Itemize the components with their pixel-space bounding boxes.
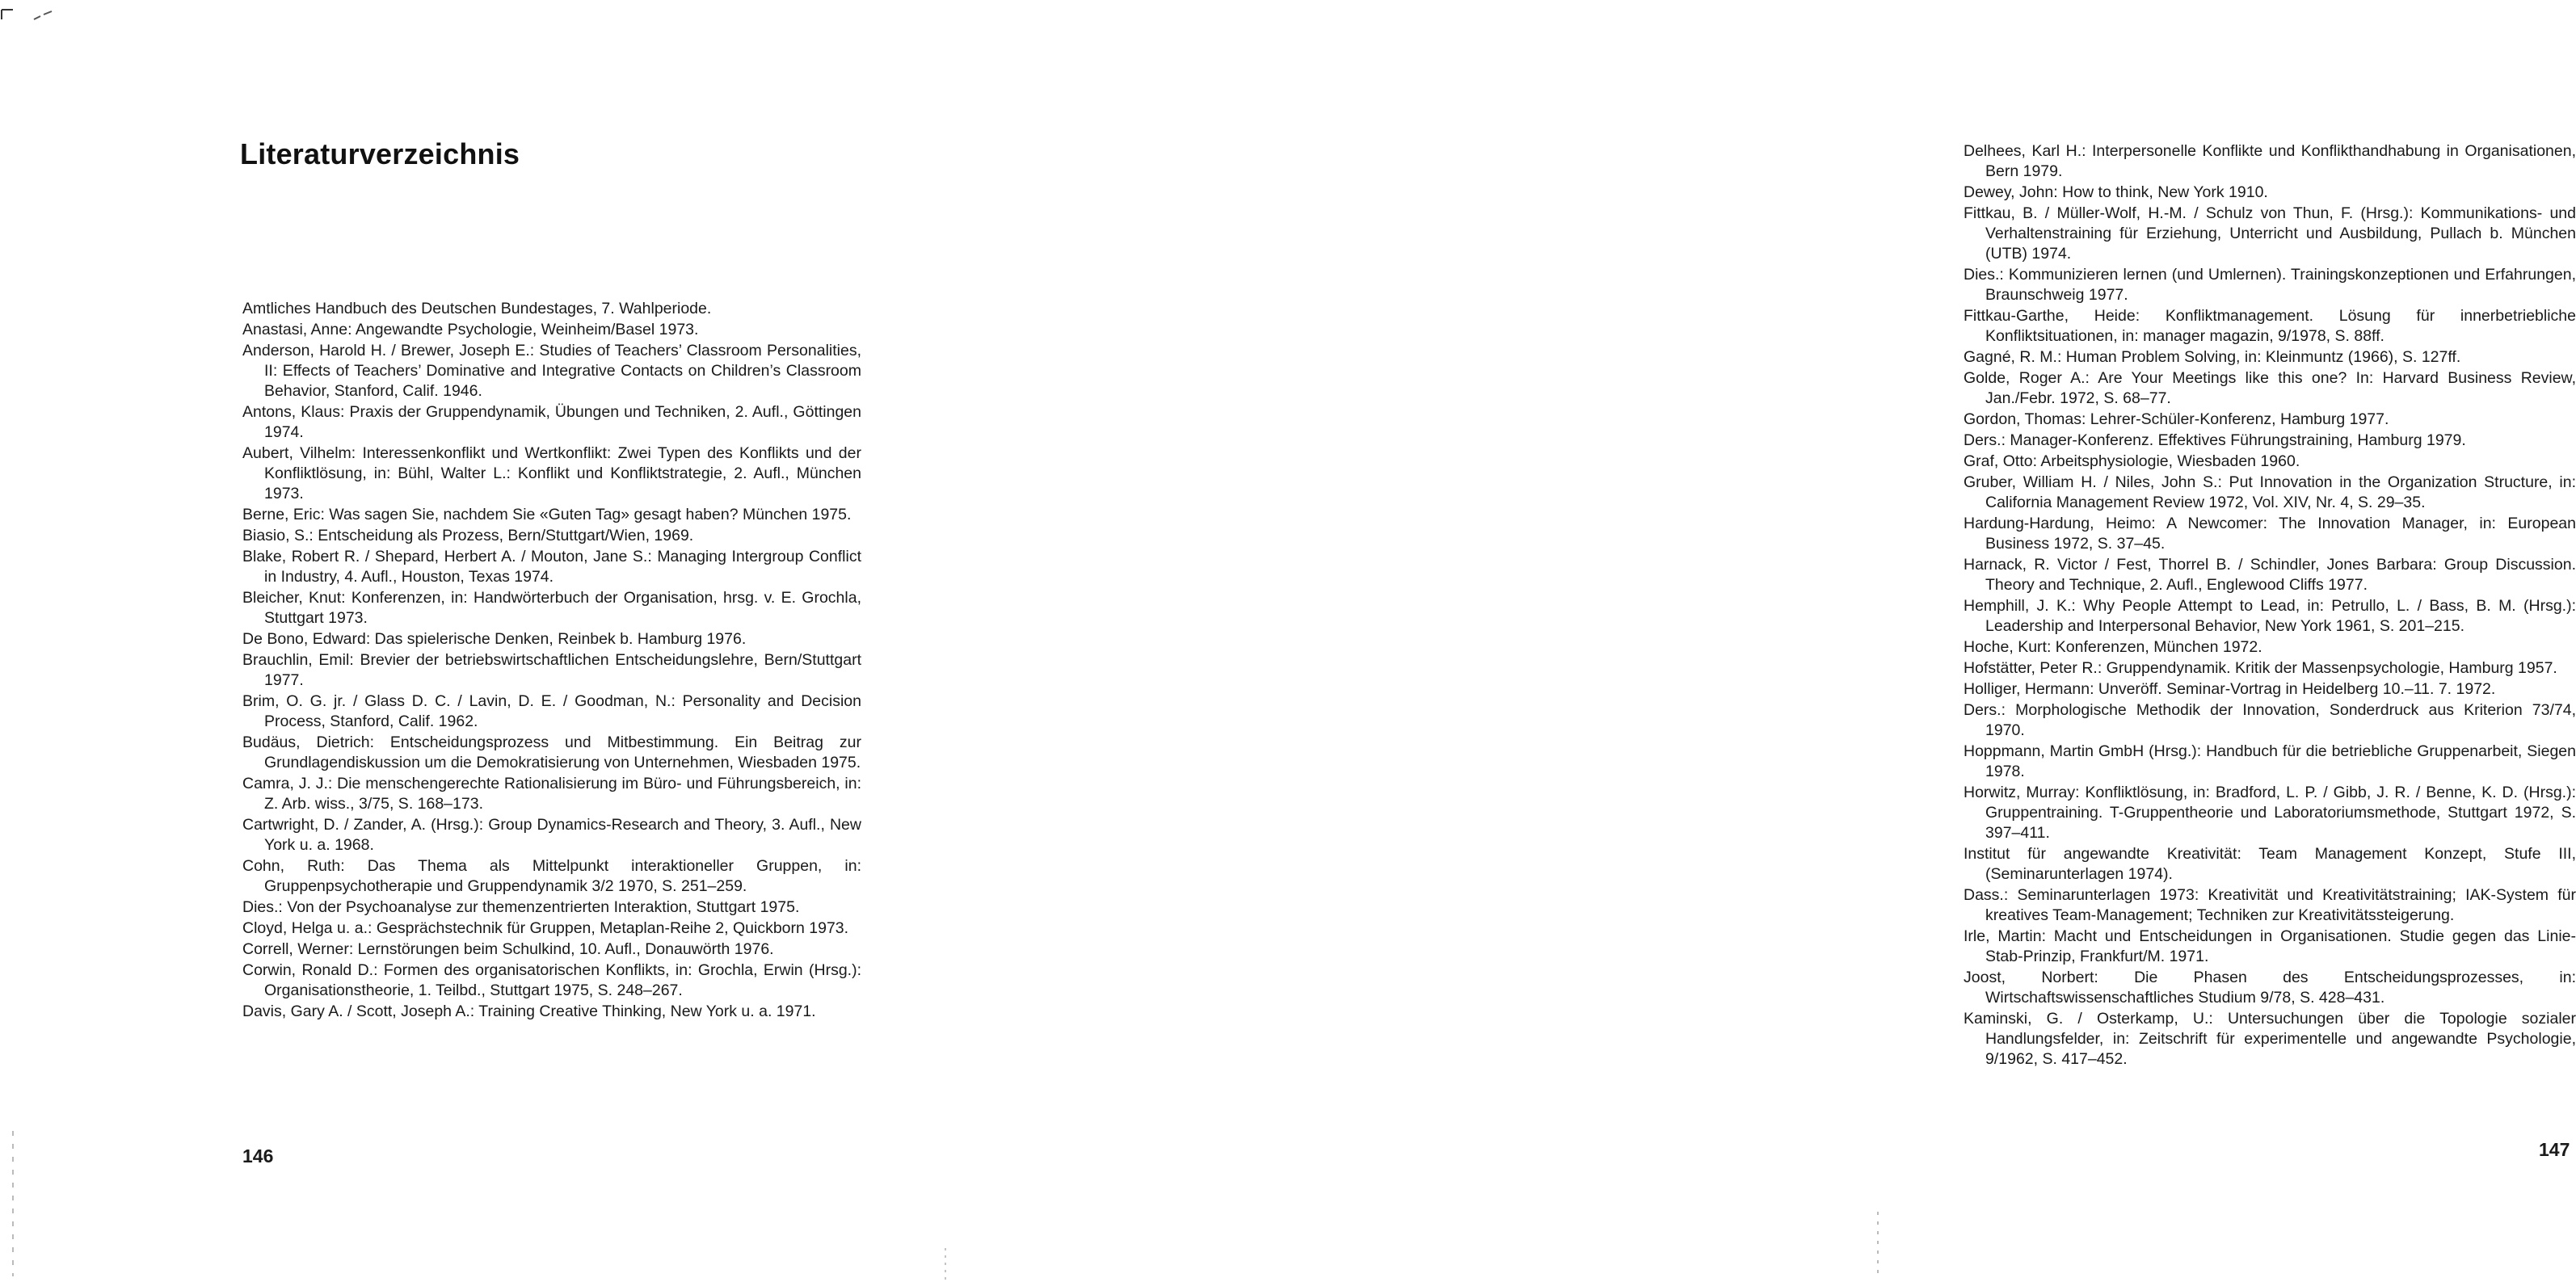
scan-edge-mark-right [1876,1212,1879,1276]
bibliography-entry: Hoche, Kurt: Konferenzen, München 1972. [1964,638,2262,656]
bibliography-entry: Hofstätter, Peter R.: Gruppendynamik. Kritik der Massenpsychologie, Hamburg 1957. [1964,659,2557,677]
bibliography-list-right [1964,141,2576,1070]
bibliography-list-left [242,299,861,1023]
page-number-right: 147 [2539,1139,2570,1160]
bibliography-entry: Aubert, Vilhelm: Interessenkonflikt und Wertkonflikt: Zwei Typen des Konflikts und der Konfliktlösung, in: Bühl, Walter L.: Konflikt und Konfliktstrategie, 2. Aufl., München 1973. [242,444,861,502]
bibliography-entry: Ders.: Manager-Konferenz. Effektives Führungstraining, Hamburg 1979. [1964,431,2466,449]
bibliography-entry: Davis, Gary A. / Scott, Joseph A.: Training Creative Thinking, New York u. a. 1971. [242,1002,816,1020]
bibliography-entry: Gruber, William H. / Niles, John S.: Put Innovation in the Organization Structure, in: California Management Review 1972, Vol. XIV, Nr. 4, S. 29–35. [1964,473,2576,511]
bibliography-entry: Bleicher, Knut: Konferenzen, in: Handwörterbuch der Organisation, hrsg. v. E. Grochla, Stuttgart 1973. [242,589,861,627]
bibliography-entry: Hoppmann, Martin GmbH (Hrsg.): Handbuch für die betriebliche Gruppenarbeit, Siegen 1978. [1964,742,2576,780]
page-number-left: 146 [242,1145,274,1166]
bibliography-entry: Anastasi, Anne: Angewandte Psychologie, Weinheim/Basel 1973. [242,321,699,338]
bibliography-entry: Institut für angewandte Kreativität: Team Management Konzept, Stufe III, (Seminarunterlagen 1974). [1964,845,2576,883]
bibliography-entry: Berne, Eric: Was sagen Sie, nachdem Sie «Guten Tag» gesagt haben? München 1975. [242,506,852,523]
bibliography-entry: Gordon, Thomas: Lehrer-Schüler-Konferenz, Hamburg 1977. [1964,410,2389,428]
bibliography-entry: Cloyd, Helga u. a.: Gesprächstechnik für Gruppen, Metaplan-Reihe 2, Quickborn 1973. [242,919,849,937]
bibliography-entry: Budäus, Dietrich: Entscheidungsprozess und Mitbestimmung. Ein Beitrag zur Grundlagendiskussion um die Demokratisierung von Unternehmen, Wiesbaden 1975. [242,733,861,771]
bibliography-entry: Antons, Klaus: Praxis der Gruppendynamik, Übungen und Techniken, 2. Aufl., Göttingen 1974. [242,403,861,441]
bibliography-entry: Irle, Martin: Macht und Entscheidungen in Organisationen. Studie gegen das Linie-Stab-Prinzip, Frankfurt/M. 1971. [1964,927,2576,965]
bibliography-entry: Fittkau, B. / Müller-Wolf, H.-M. / Schulz von Thun, F. (Hrsg.): Kommunikations- und Verhaltenstraining für Erziehung, Unterricht und Ausbildung, Pullach b. München (UTB) 1974. [1964,204,2576,263]
bibliography-entry: Amtliches Handbuch des Deutschen Bundestages, 7. Wahlperiode. [242,300,712,317]
bibliography-entry: Anderson, Harold H. / Brewer, Joseph E.: Studies of Teachers’ Classroom Personalities, II: Effects of Teachers’ Dominative and Integrative Contacts on Children’s Classroom Behavior, Stanford, Calif. 1946. [242,342,861,400]
bibliography-entry: Dies.: Kommunizieren lernen (und Umlernen). Trainingskonzeptionen und Erfahrungen, Braunschweig 1977. [1964,266,2576,304]
bibliography-entry: Dewey, John: How to think, New York 1910. [1964,183,2268,201]
bibliography-entry: Kaminski, G. / Osterkamp, U.: Untersuchungen über die Topologie sozialer Handlungsfelder, in: Zeitschrift für experimentelle und angewandte Psychologie, 9/1962, S. 417–452. [1964,1010,2576,1068]
bibliography-entry: Correll, Werner: Lernstörungen beim Schulkind, 10. Aufl., Donauwörth 1976. [242,940,774,958]
bibliography-entry: Holliger, Hermann: Unveröff. Seminar-Vortrag in Heidelberg 10.–11. 7. 1972. [1964,680,2496,698]
bibliography-entry: Brauchlin, Emil: Brevier der betriebswirtschaftlichen Entscheidungslehre, Bern/Stuttgart 1977. [242,651,861,689]
bibliography-entry: Blake, Robert R. / Shepard, Herbert A. / Mouton, Jane S.: Managing Intergroup Conflict in Industry, 4. Aufl., Houston, Texas 1974. [242,548,861,586]
bibliography-entry: Harnack, R. Victor / Fest, Thorrel B. / Schindler, Jones Barbara: Group Discussion. Theory and Technique, 2. Aufl., Englewood Cliffs 1977. [1964,556,2576,594]
bibliography-entry: Camra, J. J.: Die menschengerechte Rationalisierung im Büro- und Führungsbereich, in: Z. Arb. wiss., 3/75, S. 168–173. [242,775,861,813]
bibliography-entry: Ders.: Morphologische Methodik der Innovation, Sonderdruck aus Kriterion 73/74, 1970. [1964,701,2576,739]
bibliography-entry: Brim, O. G. jr. / Glass D. C. / Lavin, D. E. / Goodman, N.: Personality and Decision Process, Stanford, Calif. 1962. [242,692,861,730]
page-title: Literaturverzeichnis [240,137,520,170]
scan-fold-mark [944,1248,947,1280]
bibliography-entry: Cartwright, D. / Zander, A. (Hrsg.): Group Dynamics-Research and Theory, 3. Aufl., New York u. a. 1968. [242,816,861,854]
bibliography-entry: Corwin, Ronald D.: Formen des organisatorischen Konflikts, in: Grochla, Erwin (Hrsg.): Organisationstheorie, 1. Teilbd., Stuttgart 1975, S. 248–267. [242,961,861,999]
left-page [0,0,937,1282]
bibliography-entry: Horwitz, Murray: Konfliktlösung, in: Bradford, L. P. / Gibb, J. R. / Benne, K. D. (Hrsg.): Gruppentraining. T-Gruppentheorie und Laboratoriumsmethode, Stuttgart 1972, S. 397–411. [1964,784,2576,842]
bibliography-entry: Joost, Norbert: Die Phasen des Entscheidungsprozesses, in: Wirtschaftswissenschaftliches Studium 9/78, S. 428–431. [1964,969,2576,1007]
bibliography-entry: Graf, Otto: Arbeitsphysiologie, Wiesbaden 1960. [1964,452,2300,470]
bibliography-entry: Gagné, R. M.: Human Problem Solving, in: Kleinmuntz (1966), S. 127ff. [1964,348,2461,366]
bibliography-entry: Dies.: Von der Psychoanalyse zur themenzentrierten Interaktion, Stuttgart 1975. [242,898,800,916]
bibliography-entry: Delhees, Karl H.: Interpersonelle Konflikte und Konflikthandhabung in Organisationen, Bern 1979. [1964,142,2576,180]
bibliography-entry: Biasio, S.: Entscheidung als Prozess, Bern/Stuttgart/Wien, 1969. [242,527,694,544]
right-page [937,0,2576,1282]
bibliography-entry: Fittkau-Garthe, Heide: Konfliktmanagement. Lösung für innerbetriebliche Konfliktsituationen, in: manager magazin, 9/1978, S. 88ff. [1964,307,2576,345]
bibliography-entry: Hemphill, J. K.: Why People Attempt to Lead, in: Petrullo, L. / Bass, B. M. (Hrsg.): Leadership and Interpersonal Behavior, New York 1961, S. 201–215. [1964,597,2576,635]
scan-edge-mark-left [11,1131,15,1276]
bibliography-entry: Cohn, Ruth: Das Thema als Mittelpunkt interaktioneller Gruppen, in: Gruppenpsychotherapie und Gruppendynamik 3/2 1970, S. 251–259. [242,857,861,895]
bibliography-entry: De Bono, Edward: Das spielerische Denken, Reinbek b. Hamburg 1976. [242,630,747,648]
bibliography-entry: Dass.: Seminarunterlagen 1973: Kreativität und Kreativitätstraining; IAK-System für kreatives Team-Management; Techniken zur Kreativitätssteigerung. [1964,886,2576,924]
bibliography-entry: Hardung-Hardung, Heimo: A Newcomer: The Innovation Manager, in: European Business 1972, S. 37–45. [1964,515,2576,553]
bibliography-entry: Golde, Roger A.: Are Your Meetings like this one? In: Harvard Business Review, Jan./Febr. 1972, S. 68–77. [1964,369,2576,407]
